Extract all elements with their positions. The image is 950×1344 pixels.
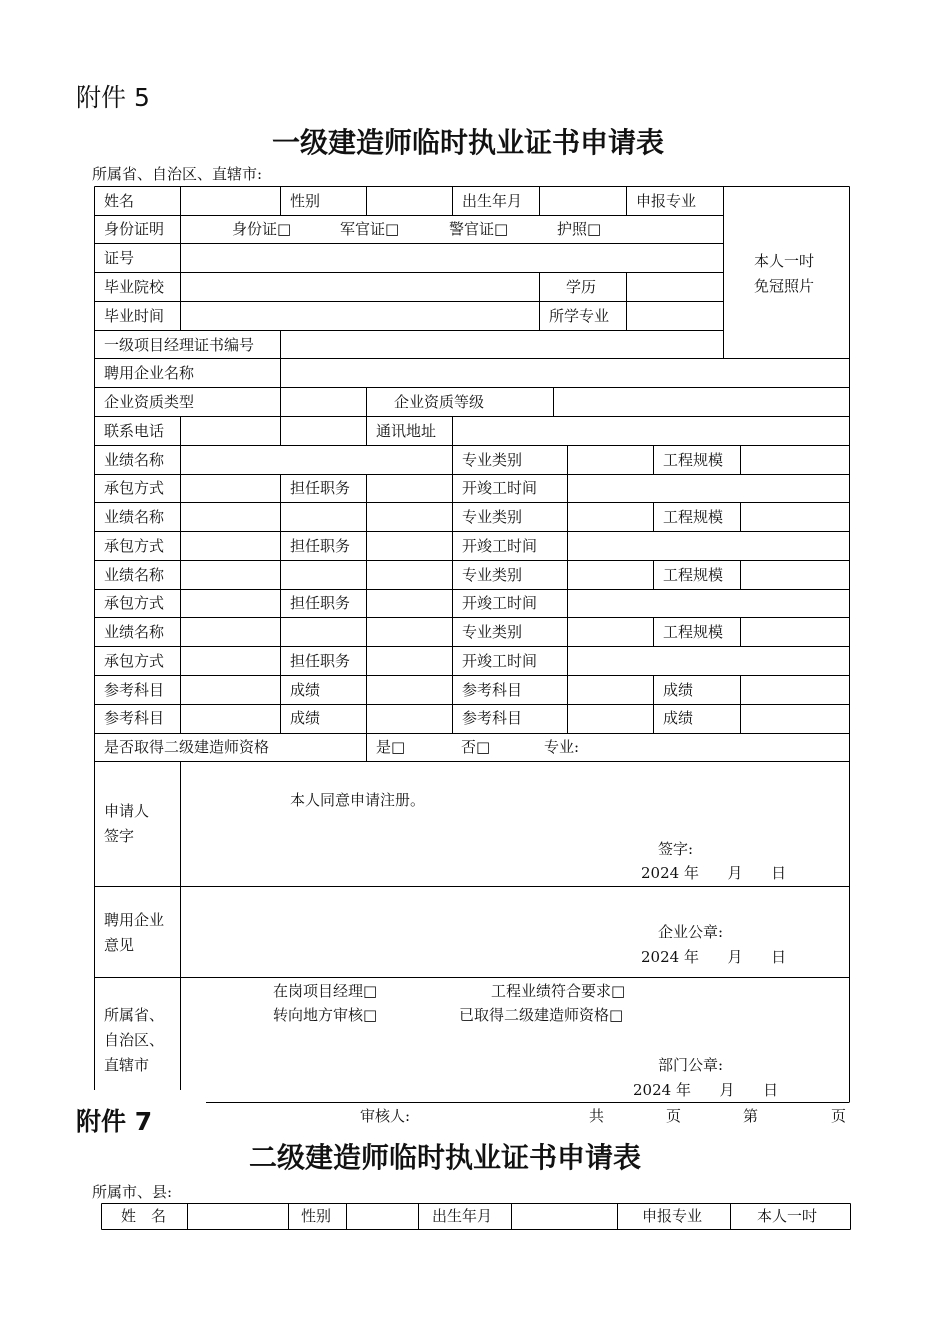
period-label: 开竣工时间 xyxy=(462,652,538,670)
exam-subject-label: 参考科目 xyxy=(104,709,165,727)
province-label: 所属省、自治区、直辖市: xyxy=(92,165,263,183)
qual-type-label: 企业资质类型 xyxy=(104,393,195,411)
position-label: 担任职务 xyxy=(290,594,351,612)
major-label: 专业: xyxy=(544,738,580,756)
photo-label: 本人一吋 xyxy=(757,1207,818,1225)
exam-subject-label: 参考科目 xyxy=(104,681,165,699)
score-label: 成绩 xyxy=(290,709,321,727)
grad-time-label: 毕业时间 xyxy=(104,307,165,325)
id-proof-label: 身份证明 xyxy=(104,220,165,238)
passport-checkbox[interactable]: 护照□ xyxy=(557,220,602,238)
officer-card-checkbox[interactable]: 军官证□ xyxy=(340,220,400,238)
reviewer-label: 审核人: xyxy=(360,1107,411,1125)
province-review-line1: 所属省、 xyxy=(104,1006,165,1024)
period-label: 开竣工时间 xyxy=(462,594,538,612)
category-label: 专业类别 xyxy=(462,451,523,469)
page-label: 页 xyxy=(831,1107,847,1125)
consent-text: 本人同意申请注册。 xyxy=(290,791,426,809)
page-label: 页 xyxy=(666,1107,682,1125)
employer-opinion-line1: 聘用企业 xyxy=(104,911,165,929)
position-label: 担任职务 xyxy=(290,479,351,497)
exam-subject-label: 参考科目 xyxy=(462,681,523,699)
option-performance-ok[interactable]: 工程业绩符合要求□ xyxy=(491,982,626,1000)
birth-label: 出生年月 xyxy=(432,1207,493,1225)
gender-label: 性别 xyxy=(301,1207,332,1225)
contract-mode-label: 承包方式 xyxy=(104,479,165,497)
employer-opinion-line2: 意见 xyxy=(104,936,135,954)
qual-grade-label: 企业资质等级 xyxy=(394,393,485,411)
gender-label: 性别 xyxy=(290,192,321,210)
contract-mode-label: 承包方式 xyxy=(104,594,165,612)
exam-subject-label: 参考科目 xyxy=(462,709,523,727)
perf-name-label: 业绩名称 xyxy=(104,508,165,526)
form-title: 一级建造师临时执业证书申请表 xyxy=(272,126,665,159)
name-label: 姓 名 xyxy=(121,1207,167,1225)
period-label: 开竣工时间 xyxy=(462,479,538,497)
no-checkbox[interactable]: 否□ xyxy=(461,738,491,756)
school-label: 毕业院校 xyxy=(104,278,165,296)
perf-name-label: 业绩名称 xyxy=(104,451,165,469)
score-label: 成绩 xyxy=(663,681,694,699)
category-label: 专业类别 xyxy=(462,623,523,641)
province-date: 2024 年 月 日 xyxy=(633,1081,779,1099)
company-seal-label: 企业公章: xyxy=(658,923,724,941)
province-review-line2: 自治区、 xyxy=(104,1031,165,1049)
address-label: 通讯地址 xyxy=(376,422,437,440)
phone-label: 联系电话 xyxy=(104,422,165,440)
category-label: 专业类别 xyxy=(462,566,523,584)
attachment-label: 附件 7 xyxy=(76,1107,153,1136)
perf-name-label: 业绩名称 xyxy=(104,623,165,641)
photo-label-line1: 本人一吋 xyxy=(754,252,815,270)
employer-date: 2024 年 月 日 xyxy=(641,948,787,966)
name-label: 姓名 xyxy=(104,192,135,210)
second-level-label: 是否取得二级建造师资格 xyxy=(104,738,270,756)
applicant-label-line2: 签字 xyxy=(104,827,135,845)
period-label: 开竣工时间 xyxy=(462,537,538,555)
position-label: 担任职务 xyxy=(290,652,351,670)
scale-label: 工程规模 xyxy=(663,508,724,526)
position-label: 担任职务 xyxy=(290,537,351,555)
employer-label: 聘用企业名称 xyxy=(104,364,195,382)
perf-name-label: 业绩名称 xyxy=(104,566,165,584)
option-local-review[interactable]: 转向地方审核□ xyxy=(273,1006,378,1024)
contract-mode-label: 承包方式 xyxy=(104,652,165,670)
id-card-checkbox[interactable]: 身份证□ xyxy=(232,220,292,238)
major-apply-label: 申报专业 xyxy=(642,1207,703,1225)
total-label: 共 xyxy=(589,1107,605,1125)
degree-label: 学历 xyxy=(566,278,597,296)
dept-seal-label: 部门公章: xyxy=(658,1056,724,1074)
contract-mode-label: 承包方式 xyxy=(104,537,165,555)
yes-checkbox[interactable]: 是□ xyxy=(376,738,406,756)
pm-cert-label: 一级项目经理证书编号 xyxy=(104,336,255,354)
option-has-second-level[interactable]: 已取得二级建造师资格□ xyxy=(459,1006,624,1024)
id-number-label: 证号 xyxy=(104,249,135,267)
signature-label: 签字: xyxy=(658,840,694,858)
police-card-checkbox[interactable]: 警官证□ xyxy=(449,220,509,238)
scale-label: 工程规模 xyxy=(663,566,724,584)
major-apply-label: 申报专业 xyxy=(636,192,697,210)
nth-label: 第 xyxy=(743,1107,759,1125)
scale-label: 工程规模 xyxy=(663,623,724,641)
region-label: 所属市、县: xyxy=(92,1183,173,1201)
photo-label-line2: 免冠照片 xyxy=(754,277,815,295)
applicant-label-line1: 申请人 xyxy=(104,802,150,820)
score-label: 成绩 xyxy=(663,709,694,727)
major-studied-label: 所学专业 xyxy=(549,307,610,325)
form-title: 二级建造师临时执业证书申请表 xyxy=(249,1141,642,1174)
option-onsite-pm[interactable]: 在岗项目经理□ xyxy=(273,982,378,1000)
category-label: 专业类别 xyxy=(462,508,523,526)
applicant-date: 2024 年 月 日 xyxy=(641,864,787,882)
province-review-line3: 直辖市 xyxy=(104,1056,150,1074)
score-label: 成绩 xyxy=(290,681,321,699)
attachment-label: 附件 5 xyxy=(76,83,150,112)
scale-label: 工程规模 xyxy=(663,451,724,469)
birth-label: 出生年月 xyxy=(462,192,523,210)
